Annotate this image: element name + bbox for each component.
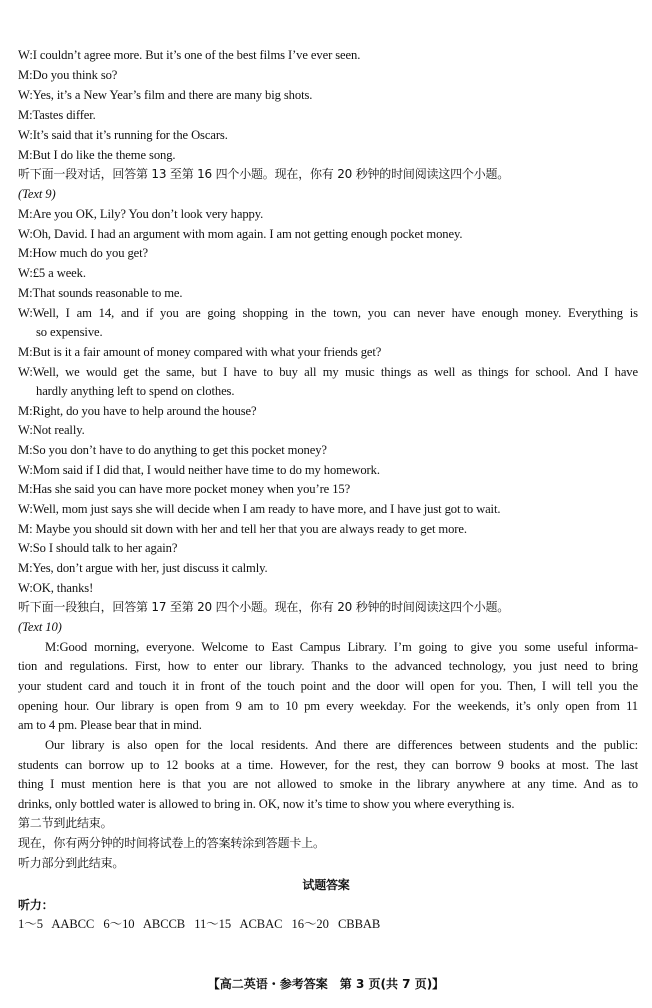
listening-answers-label: 听力： bbox=[18, 898, 54, 912]
listening-end-note: 听力部分到此结束。 bbox=[18, 856, 125, 870]
dialogue-line-continued: hardly anything left to spend on clothes. bbox=[36, 384, 235, 398]
dialogue-line: M:Right, do you have to help around the house? bbox=[18, 404, 257, 418]
dialogue-line: M:Yes, don’t argue with her, just discuss it calmly. bbox=[18, 561, 268, 575]
dialogue-line: M:That sounds reasonable to me. bbox=[18, 286, 183, 300]
monologue-line: M:Good morning, everyone. Welcome to East Campus Library. I’m going to give you some useful informa- bbox=[45, 640, 638, 654]
dialogue-line: M: Maybe you should sit down with her and tell her that you are always ready to get more. bbox=[18, 522, 467, 536]
dialogue-line: W:Well, we would get the same, but I have to buy all my music things as well as things for school. And I have bbox=[18, 365, 638, 379]
dialogue-line: M:Tastes differ. bbox=[18, 108, 96, 122]
dialogue-line: M:Do you think so? bbox=[18, 68, 118, 82]
monologue-line: your student card and touch it in front of the touch point and the door will open for you. Then, I will tell you the bbox=[18, 679, 638, 693]
dialogue-line: W:So I should talk to her again? bbox=[18, 541, 178, 555]
dialogue-line: W:OK, thanks! bbox=[18, 581, 94, 595]
dialogue-line: W:Oh, David. I had an argument with mom again. I am not getting enough pocket money. bbox=[18, 227, 463, 241]
dialogue-line: W:It’s said that it’s running for the Oscars. bbox=[18, 128, 228, 142]
dialogue-line: M:So you don’t have to do anything to get this pocket money? bbox=[18, 443, 327, 457]
text-label: (Text 9) bbox=[18, 187, 56, 201]
dialogue-line: W:Yes, it’s a New Year’s film and there are many big shots. bbox=[18, 88, 313, 102]
listening-answers: 1～5 AABCC 6～10 ABCCB 11～15 ACBAC 16～20 CBBAB bbox=[18, 917, 381, 931]
dialogue-line: M:Has she said you can have more pocket money when you’re 15? bbox=[18, 482, 351, 496]
page-footer: 【高二英语・参考答案 第 3 页(共 7 页)】 bbox=[207, 977, 445, 991]
monologue-line: opening hour. Our library is open from 9 am to 10 pm every weekday. For the weekends, it’s only open from 11 bbox=[18, 699, 638, 713]
section-instruction: 听下面一段独白，回答第 17 至第 20 四个小题。现在，你有 20 秒钟的时间阅读这四个小题。 bbox=[18, 600, 510, 614]
answers-heading: 试题答案 bbox=[302, 878, 350, 892]
dialogue-line: W:Not really. bbox=[18, 423, 85, 437]
dialogue-line: W:Well, I am 14, and if you are going shopping in the town, you can never have enough money. Everything is bbox=[18, 306, 638, 320]
monologue-line: tion and regulations. First, how to enter our library. Thanks to the advanced technology, you just need to bring bbox=[18, 659, 638, 673]
dialogue-line: W:Mom said if I did that, I would neither have time to do my homework. bbox=[18, 463, 380, 477]
dialogue-line: W:£5 a week. bbox=[18, 266, 86, 280]
monologue-line: am to 4 pm. Please bear that in mind. bbox=[18, 718, 202, 732]
dialogue-line: W:Well, mom just says she will decide when I am ready to have more, and I have just got to wait. bbox=[18, 502, 501, 516]
monologue-line: Our library is also open for the local residents. And there are differences between students and the public: bbox=[45, 738, 638, 752]
dialogue-line: M:How much do you get? bbox=[18, 246, 149, 260]
dialogue-line: M:But is it a fair amount of money compared with what your friends get? bbox=[18, 345, 382, 359]
dialogue-line: M:Are you OK, Lily? You don’t look very happy. bbox=[18, 207, 264, 221]
dialogue-line: W:I couldn’t agree more. But it’s one of the best films I’ve ever seen. bbox=[18, 48, 361, 62]
dialogue-line-continued: so expensive. bbox=[36, 325, 103, 339]
section-end-note: 第二节到此结束。 bbox=[18, 816, 113, 830]
monologue-line: drinks, only bottled water is allowed to bring in. OK, now it’s time to show you where everything is. bbox=[18, 797, 515, 811]
transfer-answers-note: 现在，你有两分钟的时间将试卷上的答案转涂到答题卡上。 bbox=[18, 836, 325, 850]
text-label: (Text 10) bbox=[18, 620, 62, 634]
monologue-line: students can borrow up to 12 books at a time. However, for the rest, they can borrow 9 books at most. The last bbox=[18, 758, 638, 772]
section-instruction: 听下面一段对话，回答第 13 至第 16 四个小题。现在，你有 20 秒钟的时间阅读这四个小题。 bbox=[18, 167, 510, 181]
dialogue-line: M:But I do like the theme song. bbox=[18, 148, 176, 162]
monologue-line: thing I must mention here is that you are not allowed to smoke in the library anywhere at any time. And as to bbox=[18, 777, 638, 791]
